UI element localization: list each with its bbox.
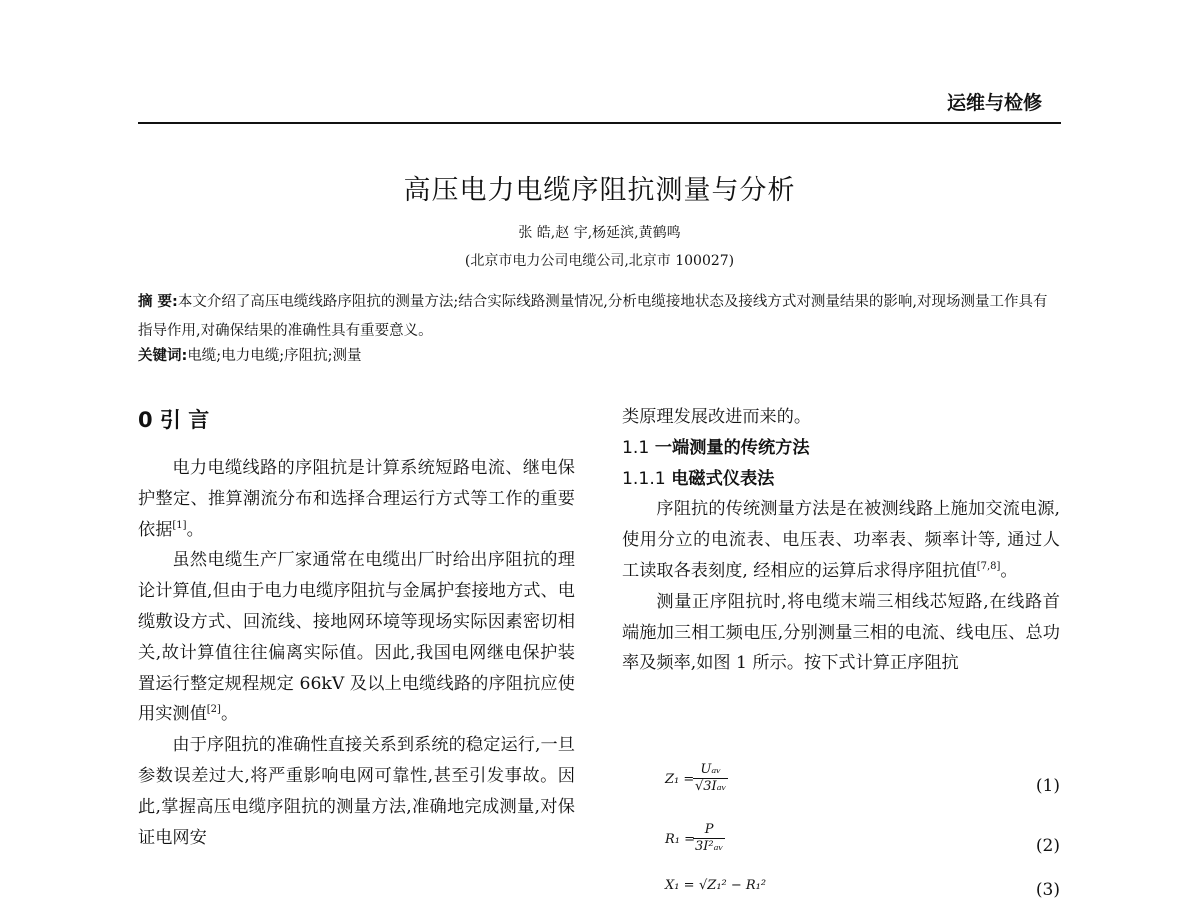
heading-text: 一端测量的传统方法	[654, 437, 810, 458]
citation: [7,8]	[976, 560, 1001, 572]
punct: 。	[220, 704, 239, 725]
equation-denominator: 3I²ₐᵥ	[695, 839, 724, 854]
paragraph-text: 序阻抗的传统测量方法是在被测线路上施加交流电源, 使用分立的电流表、电压表、功率表、频率计等, 通过人工读取各表刻度, 经相应的运算后求得序阻抗值	[622, 499, 1060, 581]
keywords-label: 关键词:	[138, 348, 188, 364]
subsubsection-heading	[622, 464, 1060, 495]
paragraph-text: 虽然电缆生产厂家通常在电缆出厂时给出序阻抗的理论计算值,但由于电力电缆序阻抗与金属护套接地方式、电缆敷设方式、回流线、接地网环境等现场实际因素密切相关,故计算值往往偏离实际值。因此,我国电网继电保护装置运行整定规程规定 66kV 及以上电缆线路的序阻抗应使用实测值	[138, 550, 575, 725]
paragraph	[138, 453, 575, 545]
equation-lhs: Z₁ =	[665, 772, 695, 787]
punct: 。	[1000, 560, 1018, 581]
heading-number: 1.1.1	[622, 468, 672, 489]
equation-lhs: X₁ =	[665, 878, 695, 893]
paper-affiliation: (北京市电力公司电缆公司,北京市 100027)	[464, 253, 735, 269]
citation: [2]	[206, 704, 221, 716]
equation-lhs: R₁ =	[665, 832, 696, 847]
right-column	[622, 402, 1060, 679]
paper-title: 高压电力电缆序阻抗测量与分析	[403, 175, 796, 206]
heading-text: 电磁式仪表法	[671, 468, 775, 489]
equation-number: (1)	[1035, 776, 1060, 796]
citation: [1]	[172, 519, 187, 531]
left-column	[138, 453, 575, 853]
abstract-text: 本文介绍了高压电缆线路序阻抗的测量方法;结合实际线路测量情况,分析电缆接地状态及接线方式对测量结果的影响,对现场测量工作具有指导作用,对确保结果的准确性具有重要意义。	[138, 294, 1048, 339]
equation-number: (2)	[1035, 836, 1060, 856]
abstract-label: 摘 要:	[138, 294, 178, 310]
paragraph: 类原理发展改进而来的。	[622, 407, 812, 427]
paper-authors: 张 皓,赵 宇,杨延滨,黄鹤鸣	[518, 225, 681, 241]
equation-numerator: Uₐᵥ	[693, 762, 728, 779]
equation-2	[665, 822, 1060, 862]
equation-3	[665, 878, 1060, 918]
keywords-text: 电缆;电力电缆;序阻抗;测量	[187, 348, 362, 364]
header-rule	[138, 122, 1061, 124]
keywords	[138, 344, 1061, 365]
section-heading-intro: 0 引 言	[138, 408, 210, 432]
paragraph	[622, 494, 1060, 586]
equation-number: (3)	[1035, 880, 1060, 900]
heading-number: 1.1	[622, 437, 655, 458]
equation-numerator: P	[693, 822, 725, 839]
equation-1	[665, 762, 1060, 802]
equation-fraction	[693, 762, 728, 795]
paragraph: 测量正序阻抗时,将电缆末端三相线芯短路,在线路首端施加三相工频电压,分别测量三相的电流、线电压、总功率及频率,如图 1 所示。按下式计算正序阻抗	[622, 591, 1060, 674]
paragraph	[138, 545, 575, 730]
equation-numerator: √Z₁² − R₁²	[699, 878, 767, 893]
abstract	[138, 288, 1061, 346]
punct: 。	[186, 519, 204, 540]
subsection-heading	[622, 433, 1060, 464]
equation-fraction	[697, 878, 768, 894]
equation-denominator: √3Iₐᵥ	[695, 779, 727, 794]
paragraph	[138, 730, 575, 853]
paragraph-text: 由于序阻抗的准确性直接关系到系统的稳定运行,一旦参数误差过大,将严重影响电网可靠性,甚至引发事故。因此,掌握高压电缆序阻抗的测量方法,准确地完成测量,对保证电网安	[138, 735, 575, 848]
paragraph-text: 电力电缆线路的序阻抗是计算系统短路电流、继电保护整定、推算潮流分布和选择合理运行方式等工作的重要依据	[138, 458, 575, 540]
equation-fraction	[693, 822, 725, 855]
section-tag: 运维与检修	[946, 92, 1042, 114]
